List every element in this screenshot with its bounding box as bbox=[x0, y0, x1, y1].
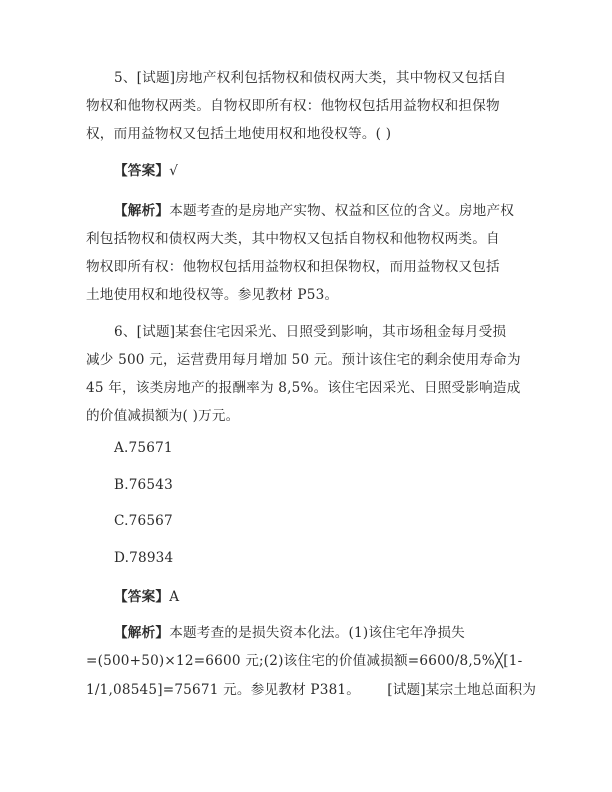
q5-analysis-text-1: 本题考查的是房地产实物、权益和区位的含义。房地产权 bbox=[169, 203, 515, 219]
q6-answer-value: A bbox=[169, 589, 180, 605]
q6-answer bbox=[114, 588, 179, 606]
q5-question-line-2: 物权和他物权两类。自物权即所有权：他物权包括用益物权和担保物 bbox=[86, 98, 500, 114]
q6-analysis-label: 【解析】 bbox=[114, 625, 170, 641]
q6-answer-label: 【答案】 bbox=[114, 589, 170, 605]
q6-analysis-text-1: 本题考查的是损失资本化法。(1)该住宅年净损失 bbox=[169, 625, 465, 641]
q5-analysis-line-4: 土地使用权和地役权等。参见教材 P53。 bbox=[86, 287, 339, 303]
q5-analysis-line-1 bbox=[114, 202, 514, 220]
q6-analysis-line-3: 1/1,08545]=75671 元。参见教材 P381。 [试题]某宗土地总面积为 bbox=[86, 682, 537, 698]
q6-option-b: B.76543 bbox=[114, 477, 173, 493]
q6-analysis-line-2: =(500+50)×12=6600 元;(2)该住宅的价值减损额=6600/8,5%╳[1- bbox=[86, 653, 523, 669]
q6-analysis-line-1 bbox=[114, 624, 465, 642]
q5-answer-value: √ bbox=[169, 163, 179, 179]
q6-question-line-3: 45 年，该类房地产的报酬率为 8,5%。该住宅因采光、日照受影响造成 bbox=[86, 380, 521, 396]
q5-analysis-line-3: 物权即所有权：他物权包括用益物权和担保物权，而用益物权又包括 bbox=[86, 259, 500, 275]
q6-question-line-2: 减少 500 元，运营费用每月增加 50 元。预计该住宅的剩余使用寿命为 bbox=[86, 352, 521, 368]
q6-option-c: C.76567 bbox=[114, 513, 173, 529]
q5-answer-label: 【答案】 bbox=[114, 163, 170, 179]
q6-option-d: D.78934 bbox=[114, 550, 174, 566]
q6-question-line-4: 的价值减损额为( )万元。 bbox=[86, 408, 240, 424]
q6-option-a: A.75671 bbox=[114, 440, 173, 456]
q5-question-line-3: 权，而用益物权又包括土地使用权和地役权等。( ) bbox=[86, 126, 392, 142]
q5-question-line-1: 5、[试题]房地产权利包括物权和债权两大类，其中物权又包括自 bbox=[114, 70, 507, 86]
q5-analysis-line-2: 利包括物权和债权两大类，其中物权又包括自物权和他物权两类。自 bbox=[86, 231, 500, 247]
q5-answer bbox=[114, 162, 178, 180]
q6-question-line-1: 6、[试题]某套住宅因采光、日照受到影响，其市场租金每月受损 bbox=[114, 324, 507, 340]
q5-analysis-label: 【解析】 bbox=[114, 203, 170, 219]
